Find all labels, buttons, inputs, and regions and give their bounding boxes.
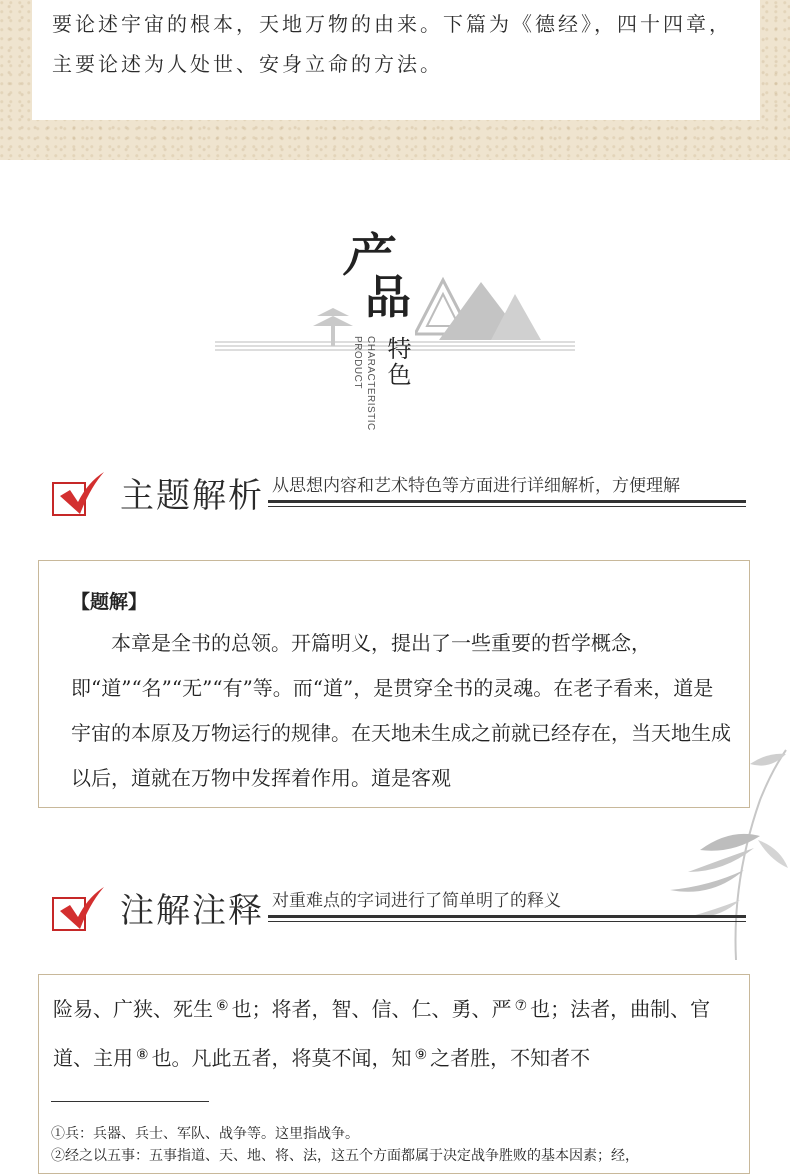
text-segment: 之者胜，不知者不 — [430, 1046, 591, 1070]
intro-text: 要论述宇宙的根本，天地万物的由来。下篇为《德经》，四十四章，主要论述为人处世、安身立命的方法。 — [52, 12, 732, 76]
footnote-2: ②经之以五事：五事指道、天、地、将、法，这五个方面都属于决定战争胜败的基本因素；经， — [51, 1148, 639, 1164]
product-characteristic-emblem — [215, 228, 575, 438]
footnote-separator — [51, 1101, 209, 1102]
section-title: 注解注释 — [120, 891, 264, 931]
text-segment: 也。凡此五者，将莫不闻，知 — [151, 1046, 412, 1070]
section-rule-thick — [268, 915, 746, 918]
section-rule-thick — [268, 500, 746, 503]
text-segment: 也；法者，曲制、官道、主用 — [53, 997, 711, 1070]
section-header-theme-analysis — [50, 468, 750, 528]
section-rule-thin — [268, 506, 746, 507]
tijie-label: 【题解】 — [71, 591, 148, 613]
section-title: 主题解析 — [120, 476, 264, 516]
emblem-char-chan: 产 — [343, 228, 383, 282]
footnote-marker: ⑦ — [514, 998, 528, 1014]
section-header-annotations — [50, 883, 750, 943]
emblem-char-pin: 品 — [365, 270, 411, 324]
mountain-icon — [415, 276, 545, 342]
section-subtitle: 从思想内容和艺术特色等方面进行详细解析，方便理解 — [272, 476, 680, 495]
emblem-characteristic-cn: 特色 — [383, 336, 411, 388]
red-checkmark-icon — [50, 883, 106, 933]
annotations-box — [38, 974, 750, 1174]
pine-tree-icon — [311, 302, 355, 346]
text-segment: 也；将者，智、信、仁、勇、严 — [231, 997, 512, 1021]
footnote-marker: ⑨ — [414, 1047, 428, 1063]
footnote-marker: ⑧ — [136, 1047, 149, 1063]
text-segment: 险易、广狭、死生 — [53, 997, 213, 1021]
footnote-marker: ⑥ — [216, 998, 229, 1014]
footnote-1: ①兵：兵器、兵士、军队、战争等。这里指战争。 — [51, 1126, 359, 1142]
red-checkmark-icon — [50, 468, 106, 518]
section-rule-thin — [268, 921, 746, 922]
section-subtitle: 对重难点的字词进行了简单明了的释义 — [272, 891, 561, 910]
tijie-paragraph: 本章是全书的总领。开篇明义，提出了一些重要的哲学概念，即“道”“名”“无”“有”等。而“道”，是贯穿全书的灵魂。在老子看来，道是宇宙的本原及万物运行的规律。在天地未生成之前就已经存在，当天地生成以后，道就在万物中发挥着作用。道是客观 — [71, 631, 731, 790]
annotated-text — [53, 983, 743, 1081]
emblem-english-characteristic: CHARACTERISTIC — [365, 336, 376, 431]
emblem-english-product: PRODUCT — [352, 336, 363, 389]
